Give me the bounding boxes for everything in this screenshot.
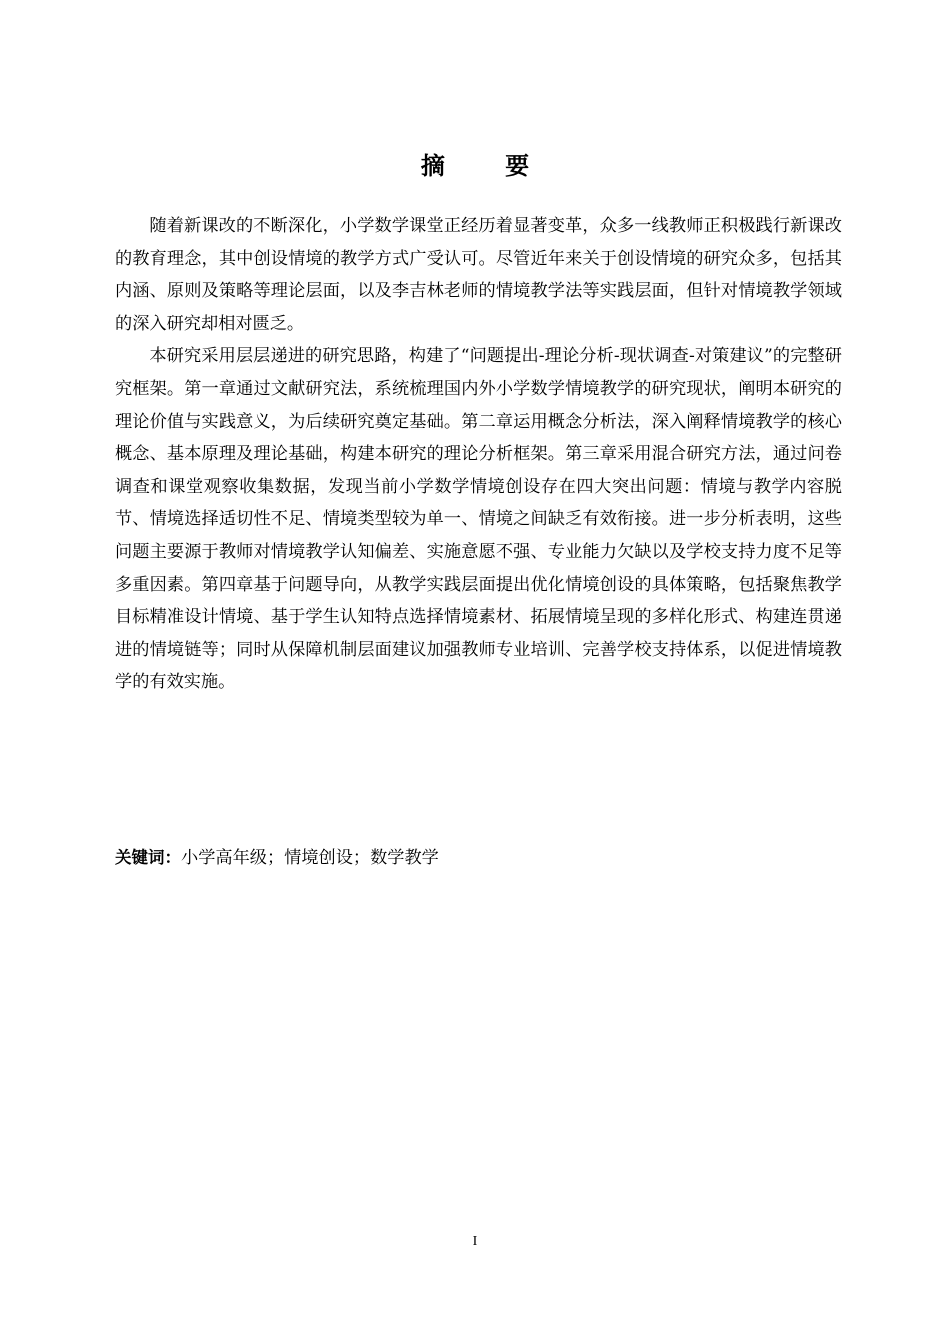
page-number: I [472,1234,478,1249]
abstract-paragraph-2: 本研究采用层层递进的研究思路，构建了“问题提出-理论分析-现状调查-对策建议”的完整研究框架。第一章通过文献研究法，系统梳理国内外小学数学情境教学的研究现状，阐明本研究的理论价值与实践意义，为后续研究奠定基础。第二章运用概念分析法，深入阐释情境教学的核心概念、基本原理及理论基础，构建本研究的理论分析框架。第三章采用混合研究方法，通过问卷调查和课堂观察收集数据，发现当前小学数学情境创设存在四大突出问题：情境与教学内容脱节、情境选择适切性不足、情境类型较为单一、情境之间缺乏有效衔接。进一步分析表明，这些问题主要源于教师对情境教学认知偏差、实施意愿不强、专业能力欠缺以及学校支持力度不足等多重因素。第四章基于问题导向，从教学实践层面提出优化情境创设的具体策略，包括聚焦教学目标精准设计情境、基于学生认知特点选择情境素材、拓展情境呈现的多样化形式、构建连贯递进的情境链等；同时从保障机制层面建议加强教师专业培训、完善学校支持体系，以促进情境教学的有效实施。 [115,346,842,693]
keywords-label: 关键词： [115,848,181,867]
abstract-paragraph-1: 随着新课改的不断深化，小学数学课堂正经历着显著变革，众多一线教师正积极践行新课改的教育理念，其中创设情境的教学方式广受认可。尽管近年来关于创设情境的研究众多，包括其内涵、原则及策略等理论层面，以及李吉林老师的情境教学法等实践层面，但针对情境教学领域的深入研究却相对匮乏。 [115,216,842,334]
abstract-title: 摘 要 [420,152,556,180]
abstract-body [115,210,842,699]
keywords-value: 小学高年级；情境创设；数学教学 [181,848,439,868]
keywords-line [115,842,842,874]
